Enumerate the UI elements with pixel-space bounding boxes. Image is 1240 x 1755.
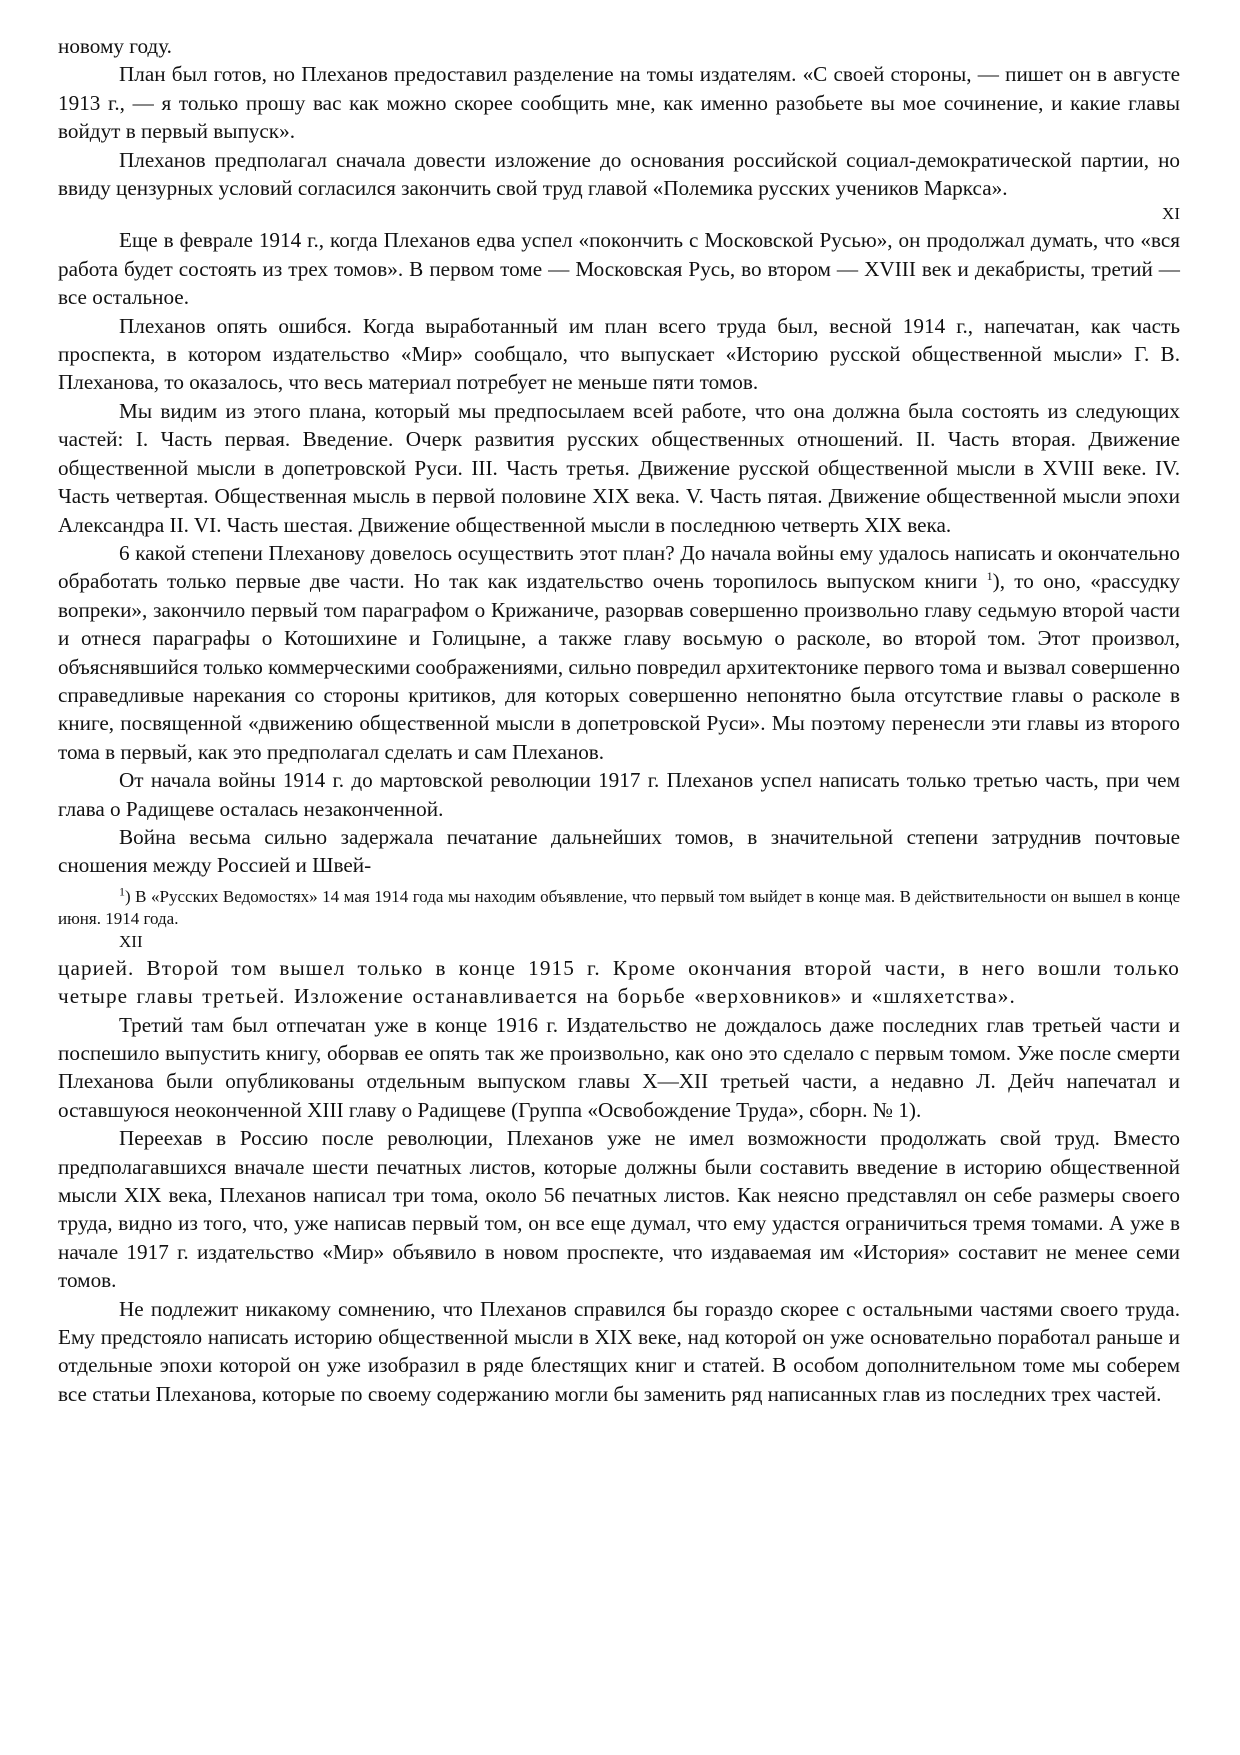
paragraph: Не подлежит никакому сомнению, что Плеханов справился бы гораздо скорее с остальными частями своего труда. Ему предстояло написать историю общественной мысли в XIX веке, над которой он уже основательно поработал раньше и отдельные эпохи которой он уже изобразил в ряде блестящих книг и статей. В особом дополнительном томе мы соберем все статьи Плеханова, которые по своему содержанию могли бы заменить ряд написанных глав из последних трех частей. (58, 1296, 1180, 1406)
document-page (58, 32, 1180, 1408)
paragraph: Переехав в Россию после революции, Плеханов уже не имел возможности продолжать свой труд. Вместо предполагавшихся вначале шести печатных листов, которые должны были составить введение в историю общественной мысли XIX века, Плеханов написал три тома, около 56 печатных листов. Как неясно представлял он себе размеры своего труда, видно из того, что, уже написав первый том, он все еще думал, что ему удастся ограничиться тремя томами. А уже в начале 1917 г. издательство «Мир» объявило в новом проспекте, что издаваемая им «История» составит не менее семи томов. (58, 1126, 1180, 1293)
paragraph-text: ), то оно, «рассудку вопреки», закончило первый том параграфом о Крижаниче, разорвав совершенно произвольно главу седьмую второй части и отнеся параграфы о Котошихине и Голицыне, а также главу восьмую о расколе, во второй том. Этот произвол, объяснявшийся только коммерческими соображениями, сильно повредил архитектонике первого тома и вызвал совершенно справедливые нарекания со стороны критиков, для которых совершенно непонятно была отсутствие главы о расколе в книге, посвященной «движению общественной мысли в допетровской Руси». Мы поэтому перенесли эти главы из второго тома в первый, как это предполагал сделать и сам Плеханов. (58, 569, 1180, 764)
paragraph-continuation: царией. Второй том вышел только в конце 1915 г. Кроме окончания второй части, в него вошли только четыре главы третьей. Изложение останавливается на борьбе «верховников» и «шляхетства». (58, 955, 1180, 1009)
page-number: XI (1162, 204, 1180, 224)
paragraph: План был готов, но Плеханов предоставил разделение на томы издателям. «С своей стороны, — пишет он в августе 1913 г., — я только прошу вас как можно скорее сообщить мне, как именно разобьете вы мое сочинение, и какие главы войдут в первый выпуск». (58, 62, 1180, 144)
paragraph-continuation: новому году. (58, 34, 172, 58)
footnote (58, 886, 1180, 930)
paragraph: От начала войны 1914 г. до мартовской революции 1917 г. Плеханов успел написать только третью часть, при чем глава о Радищеве осталась незаконченной. (58, 768, 1180, 821)
paragraph: Мы видим из этого плана, который мы предпосылаем всей работе, что она должна была состоять из следующих частей: I. Часть первая. Введение. Очерк развития русских общественных отношений. II. Часть вторая. Движение общественной мысли в допетровской Руси. III. Часть третья. Движение русской общественной мысли в XVIII веке. IV. Часть четвертая. Общественная мысль в первой половине XIX века. V. Часть пятая. Движение общественной мысли эпохи Александра II. VI. Часть шестая. Движение общественной мысли в последнюю четверть XIX века. (58, 398, 1180, 537)
page-number: XII (119, 931, 143, 951)
footnote-reference: 1 (986, 569, 993, 584)
paragraph-text: 6 какой степени Плеханову довелось осуществить этот план? До начала войны ему удалось написать и окончательно обработать только первые две части. Но так как издательство очень торопилось выпуском книги (58, 540, 1180, 594)
paragraph: Война весьма сильно задержала печатание дальнейших томов, в значительной степени затруднив почтовые сношения между Россией и Швей- (58, 824, 1180, 878)
paragraph: Плеханов опять ошибся. Когда выработанный им план всего труда был, весной 1914 г., напечатан, как часть проспекта, в котором издательство «Мир» сообщало, что выпускает «Историю русской общественной мысли» Г. В. Плеханова, то оказалось, что весь материал потребует не меньше пяти томов. (58, 313, 1180, 395)
paragraph (58, 539, 1180, 766)
paragraph: Плеханов предполагал сначала довести изложение до основания российской социал-демократической партии, но ввиду цензурных условий согласился закончить свой труд главой «Полемика русских учеников Маркса». (58, 147, 1180, 201)
footnote-text: ) В «Русских Ведомостях» 14 мая 1914 года мы находим объявление, что первый том выйдет в конце мая. В действительности он вышел в конце июня. 1914 года. (58, 886, 1180, 928)
footnote-marker: 1 (119, 884, 125, 899)
paragraph: Еще в феврале 1914 г., когда Плеханов едва успел «покончить с Московской Русью», он продолжал думать, что «вся работа будет состоять из трех томов». В первом томе — Московская Русь, во втором — XVIII век и декабристы, третий — все остальное. (58, 228, 1180, 310)
paragraph: Третий там был отпечатан уже в конце 1916 г. Издательство не дождалось даже последних глав третьей части и поспешило выпустить книгу, оборвав ее опять так же произвольно, как оно это сделало с первым томом. Уже после смерти Плеханова были опубликованы отдельным выпуском главы X—XII третьей части, а недавно Л. Дейч напечатал и оставшуюся неоконченной XIII главу о Радищеве (Группа «Освобождение Труда», сборн. № 1). (58, 1012, 1180, 1122)
